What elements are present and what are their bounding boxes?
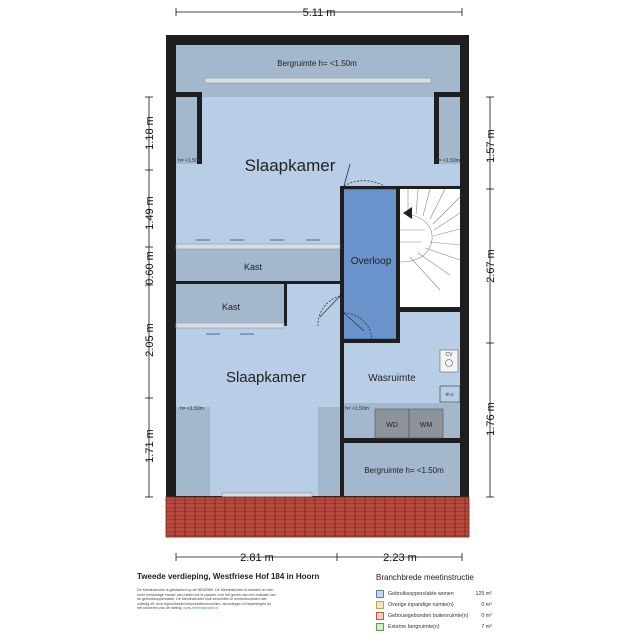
legend-swatch-outdoor (376, 612, 384, 620)
storage-top-label: Bergruimte h= <1.50m (277, 59, 357, 68)
dimension-right-1: 1.57 m (485, 129, 497, 163)
dimension-top (176, 7, 462, 19)
legend-label: Gebouwgebonden buitenruimte(n) (388, 612, 469, 619)
bedroom-top-area-a (202, 97, 434, 164)
height-mark-3: h= <1.50m (180, 406, 204, 412)
legend-value: 129 m² (475, 590, 492, 597)
note-line-3: de gebruiksoppervlakte. De Meetinstructie sluit verschillen in meetuitkomsten niet (137, 597, 267, 602)
legend-row (376, 588, 492, 599)
dimension-left-3: 0.60 m (144, 251, 156, 285)
bedroom-bottom-label: Slaapkamer (225, 369, 307, 386)
dimension-right-2: 2.67 m (485, 249, 497, 283)
legend-row (376, 599, 492, 610)
wardrobe-rail-top (176, 244, 340, 249)
legend-value: 7 m² (481, 623, 492, 630)
note-line-2: meer eenduidige manier van meten toe te passen voor het geven van een indicatie van (137, 592, 276, 597)
notes-link[interactable]: www.meetinstructie.nl (183, 606, 219, 611)
legend-swatch-external (376, 623, 384, 631)
eaves-line-top (205, 78, 431, 83)
dimension-left-1: 1.18 m (144, 116, 156, 150)
bedroom-top-label: Slaapkamer (244, 156, 336, 175)
dimension-top-label: 5.11 m (302, 7, 336, 19)
landing-label: Overloop (350, 256, 392, 267)
legend-swatch-other (376, 601, 384, 609)
height-mark-1: h= <1.50m (178, 158, 202, 164)
measurement-notes (137, 588, 297, 611)
dimension-bottom (176, 552, 462, 564)
height-mark-4: h= <1.50m (345, 406, 369, 412)
kast-top-label: Kast (243, 262, 263, 272)
legend-label: Overige inpandige ruimte(n) (388, 601, 454, 608)
ventilation-label: m.v. (445, 392, 455, 398)
legend-swatch-living (376, 590, 384, 598)
dimension-left-5: 1.71 m (144, 429, 156, 463)
dimension-left-2: 1.49 m (144, 196, 156, 230)
storage-top-area (176, 45, 460, 97)
floor-title: Tweede verdieping, Westfriese Hof 184 in Hoorn (137, 572, 320, 581)
legend-title: Branchbrede meetinstructie (376, 573, 474, 582)
dimension-left (144, 97, 156, 497)
dimension-left-4: 2.05 m (144, 323, 156, 357)
dimension-right (485, 97, 497, 497)
legend-label: Externe bergruimte(n) (388, 623, 440, 630)
wardrobe-rail-mid (176, 323, 284, 328)
boiler-label: CV (445, 352, 453, 358)
dryer-label: WD (386, 422, 398, 429)
storage-mid-strip (318, 407, 340, 496)
note-line-5: het uitvoeren van de meting. www.meetinstructie.nl (137, 606, 219, 611)
dimension-bottom-right-label: 2.23 m (383, 552, 417, 564)
height-mark-2: h= <1.50m (436, 158, 460, 164)
legend-value: 0 m² (481, 612, 492, 619)
bedroom-top-area-c (340, 164, 460, 186)
note-line-4: volledig uit, door bijvoorbeeld interpretatieverschillen, afrondingen of beperkingen bij (137, 601, 271, 606)
washer-label: WM (419, 422, 433, 429)
dimension-right-3: 1.76 m (485, 402, 497, 436)
dimension-bottom-left-label: 2.81 m (240, 552, 274, 564)
legend-row (376, 621, 492, 632)
bedroom-top-area-b (176, 164, 340, 247)
roof-tiles (166, 497, 469, 537)
storage-bottom-label: Bergruimte h= <1.50m (364, 466, 444, 475)
note-line-1: De Meetinstructie is gebaseerd op de NEN2580. De Meetinstructie is bedoeld om een (137, 588, 274, 592)
legend (376, 588, 492, 632)
stairs-area (400, 189, 460, 307)
legend-value: 0 m² (481, 601, 492, 608)
kast-mid-label: Kast (221, 302, 241, 312)
storage-left-strip (176, 407, 210, 496)
laundry-alcove (400, 312, 460, 343)
legend-label: Gebruiksoppervlakte wonen (388, 590, 454, 597)
legend-row (376, 610, 492, 621)
laundry-label: Wasruimte (368, 373, 416, 384)
